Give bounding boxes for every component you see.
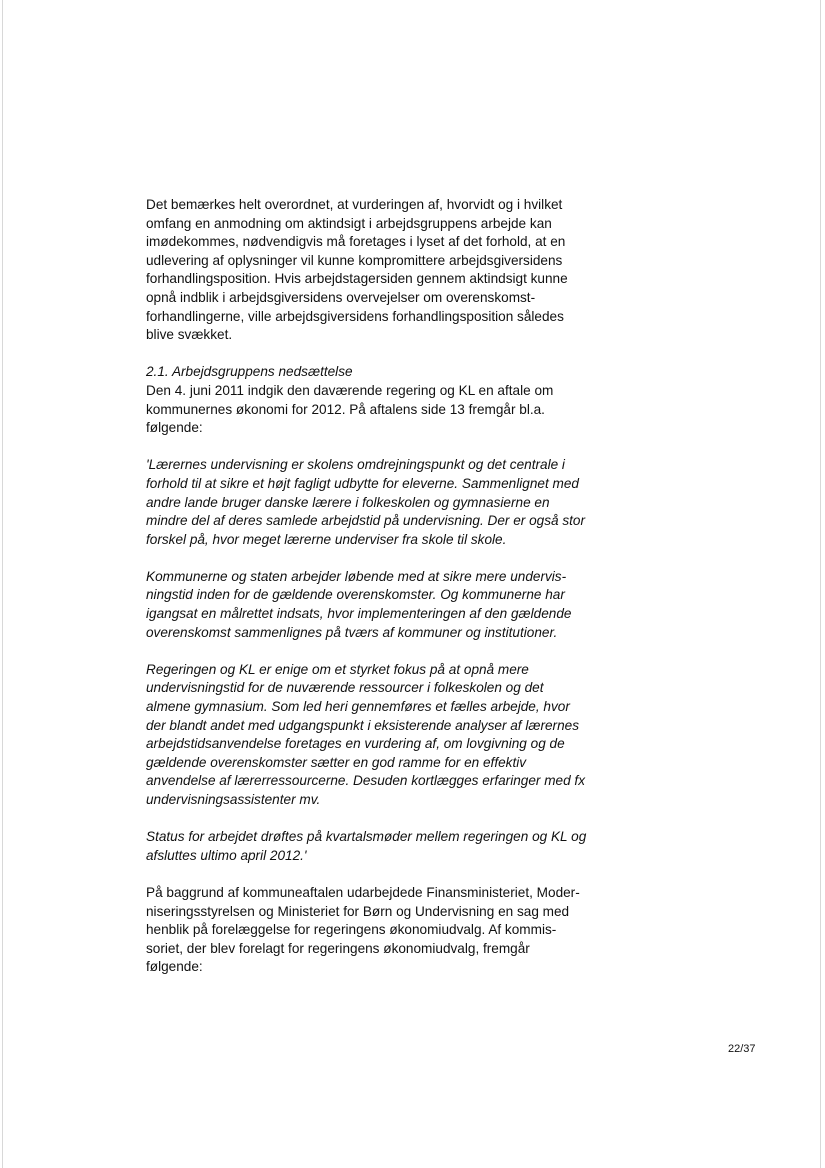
- text-line: Regeringen og KL er enige om et styrket fokus på at opnå mere: [146, 661, 529, 677]
- text-line: overenskomst sammenlignes på tværs af kommuner og institutioner.: [146, 624, 558, 640]
- paragraph: [146, 382, 606, 438]
- text-line: 'Lærernes undervisning er skolens omdrejningspunkt og det centrale i: [146, 457, 565, 473]
- text-line: kommunernes økonomi for 2012. På aftalens side 13 fremgår bl.a.: [146, 401, 545, 417]
- text-line: soriet, der blev forelagt for regeringens økonomiudvalg, fremgår: [146, 940, 530, 956]
- text-line: blive svækket.: [146, 327, 233, 343]
- text-line: der blandt andet med udgangspunkt i eksisterende analyser af lærernes: [146, 717, 580, 733]
- text-line: forskel på, hvor meget lærerne underviser fra skole til skole.: [146, 531, 507, 547]
- text-line: følgende:: [146, 959, 203, 975]
- text-line: 2.1. Arbejdsgruppens nedsættelse: [146, 364, 353, 380]
- text-line: Kommunerne og staten arbejder løbende med at sikre mere undervis-: [146, 568, 567, 584]
- quoted-paragraph: [146, 456, 606, 549]
- quoted-paragraph: [146, 828, 606, 865]
- text-line: arbejdstidsanvendelse foretages en vurdering af, om lovgivning og de: [146, 736, 565, 752]
- scan-edge-right: [820, 0, 821, 1168]
- text-line: mindre del af deres samlede arbejdstid på undervisning. Der er også stor: [146, 513, 586, 529]
- text-line: niseringsstyrelsen og Ministeriet for Børn og Undervisning en sag med: [146, 903, 570, 919]
- text-line: imødekommes, nødvendigvis må foretages i lyset af det forhold, at en: [146, 234, 566, 250]
- document-body: [146, 196, 606, 996]
- scan-edge-left: [2, 0, 3, 1168]
- text-line: Status for arbejdet drøftes på kvartalsmøder mellem regeringen og KL og: [146, 829, 587, 845]
- text-line: afsluttes ultimo april 2012.': [146, 847, 307, 863]
- text-line: igangsat en målrettet indsats, hvor implementeringen af den gældende: [146, 606, 572, 622]
- page-number: 22/37: [728, 1043, 756, 1055]
- text-line: andre lande bruger danske lærere i folkeskolen og gymnasierne en: [146, 494, 550, 510]
- text-line: udlevering af oplysninger vil kunne kompromittere arbejdsgiversidens: [146, 252, 563, 268]
- text-line: henblik på forelæggelse for regeringens økonomiudvalg. Af kommis-: [146, 922, 557, 938]
- text-line: forhold til at sikre et højt fagligt udbytte for eleverne. Sammenlignet med: [146, 475, 579, 491]
- text-line: På baggrund af kommuneaftalen udarbejdede Finansministeriet, Moder-: [146, 884, 580, 900]
- text-line: undervisningstid for de nuværende ressourcer i folkeskolen og det: [146, 680, 544, 696]
- text-line: omfang en anmodning om aktindsigt i arbejdsgruppens arbejde kan: [146, 215, 552, 231]
- quoted-paragraph: [146, 568, 606, 642]
- text-line: forhandlingsposition. Hvis arbejdstagersiden gennem aktindsigt kunne: [146, 271, 568, 287]
- text-line: almene gymnasium. Som led heri gennemføres et fælles arbejde, hvor: [146, 699, 570, 715]
- text-line: forhandlingerne, ville arbejdsgiversidens forhandlingsposition således: [146, 308, 564, 324]
- text-line: følgende:: [146, 420, 203, 436]
- quoted-paragraph: [146, 661, 606, 810]
- section-heading: [146, 363, 606, 382]
- text-line: Den 4. juni 2011 indgik den daværende regering og KL en aftale om: [146, 382, 554, 398]
- paragraph: [146, 884, 606, 977]
- text-line: undervisningsassistenter mv.: [146, 792, 321, 807]
- text-line: anvendelse af lærerressourcerne. Desuden kortlægges erfaringer med fx: [146, 773, 585, 789]
- paragraph: [146, 196, 606, 345]
- text-line: Det bemærkes helt overordnet, at vurderingen af, hvorvidt og i hvilket: [146, 197, 563, 212]
- text-line: ningstid inden for de gældende overenskomster. Og kommunerne har: [146, 587, 565, 603]
- text-line: opnå indblik i arbejdsgiversidens overvejelser om overenskomst-: [146, 289, 536, 305]
- text-line: gældende overenskomster sætter en god ramme for en effektiv: [146, 754, 527, 770]
